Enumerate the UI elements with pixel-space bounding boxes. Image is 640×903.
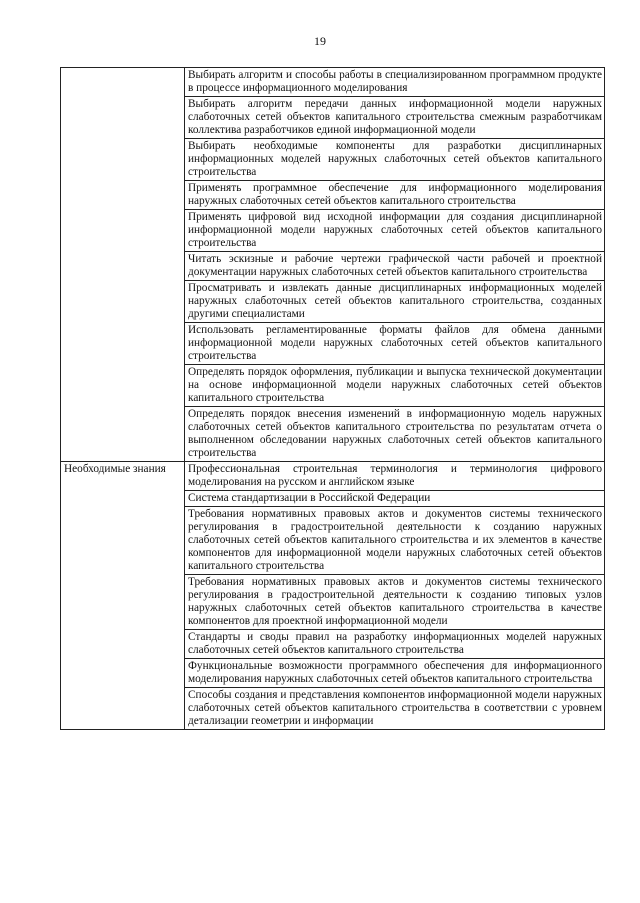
row-label-skills: [61, 68, 185, 462]
skill-item: Применять цифровой вид исходной информации для создания дисциплинарной информационной модели наружных слаботочных сетей объектов капитального строительства: [185, 210, 605, 252]
skill-item: Использовать регламентированные форматы файлов для обмена данными информационной модели наружных слаботочных сетей объектов капитального строительства: [185, 323, 605, 365]
skill-item: Просматривать и извлекать данные дисциплинарных информационных моделей наружных слаботочных сетей объектов капитального строительства, созданных другими специалистами: [185, 281, 605, 323]
knowledge-item: Профессиональная строительная терминология и терминология цифрового моделирования на русском и английском языке: [185, 462, 605, 491]
table-row: [61, 68, 605, 97]
skill-item: Читать эскизные и рабочие чертежи графической части рабочей и проектной документации наружных слаботочных сетей объектов капитального строительства: [185, 252, 605, 281]
knowledge-item: Функциональные возможности программного обеспечения для информационного моделирования наружных слаботочных сетей объектов капитального строительства: [185, 659, 605, 688]
knowledge-item: Стандарты и своды правил на разработку информационных моделей наружных слаботочных сетей объектов капитального строительства: [185, 630, 605, 659]
skill-item: Определять порядок внесения изменений в информационную модель наружных слаботочных сетей объектов капитального строительства по результатам отчета о выполненном обследовании наружных слаботочных сетей объектов капитального строительства: [185, 407, 605, 462]
skill-item: Выбирать алгоритм и способы работы в специализированном программном продукте в процессе информационного моделирования: [185, 68, 605, 97]
skill-item: Выбирать алгоритм передачи данных информационной модели наружных слаботочных сетей объектов капитального строительства смежным разработчикам коллектива разработчиков единой информационной модели: [185, 97, 605, 139]
knowledge-item: Способы создания и представления компонентов информационной модели наружных слаботочных сетей объектов капитального строительства в соответствии с уровнем детализации геометрии и информации: [185, 688, 605, 730]
page-number: 19: [314, 34, 326, 48]
table-row: [61, 462, 605, 491]
knowledge-item: Система стандартизации в Российской Федерации: [185, 491, 605, 507]
skill-item: Применять программное обеспечение для информационного моделирования наружных слаботочных сетей объектов капитального строительства: [185, 181, 605, 210]
knowledge-item: Требования нормативных правовых актов и документов системы технического регулирования в градостроительной деятельности к созданию типовых узлов наружных слаботочных сетей объектов капитального строительства в качестве компонентов для проектной информационной модели: [185, 575, 605, 630]
skills-knowledge-table: [60, 67, 605, 730]
skill-item: Выбирать необходимые компоненты для разработки дисциплинарных информационных моделей наружных слаботочных сетей объектов капитального строительства: [185, 139, 605, 181]
row-label-knowledge: Необходимые знания: [61, 462, 185, 730]
knowledge-item: Требования нормативных правовых актов и документов системы технического регулирования в градостроительной деятельности к созданию наружных слаботочных сетей объектов капитального строительства и их элементов в качестве компонентов для информационной модели наружных слаботочных сетей объектов капитального строительства: [185, 507, 605, 575]
skill-item: Определять порядок оформления, публикации и выпуска технической документации на основе информационной модели наружных слаботочных сетей объектов капитального строительства: [185, 365, 605, 407]
